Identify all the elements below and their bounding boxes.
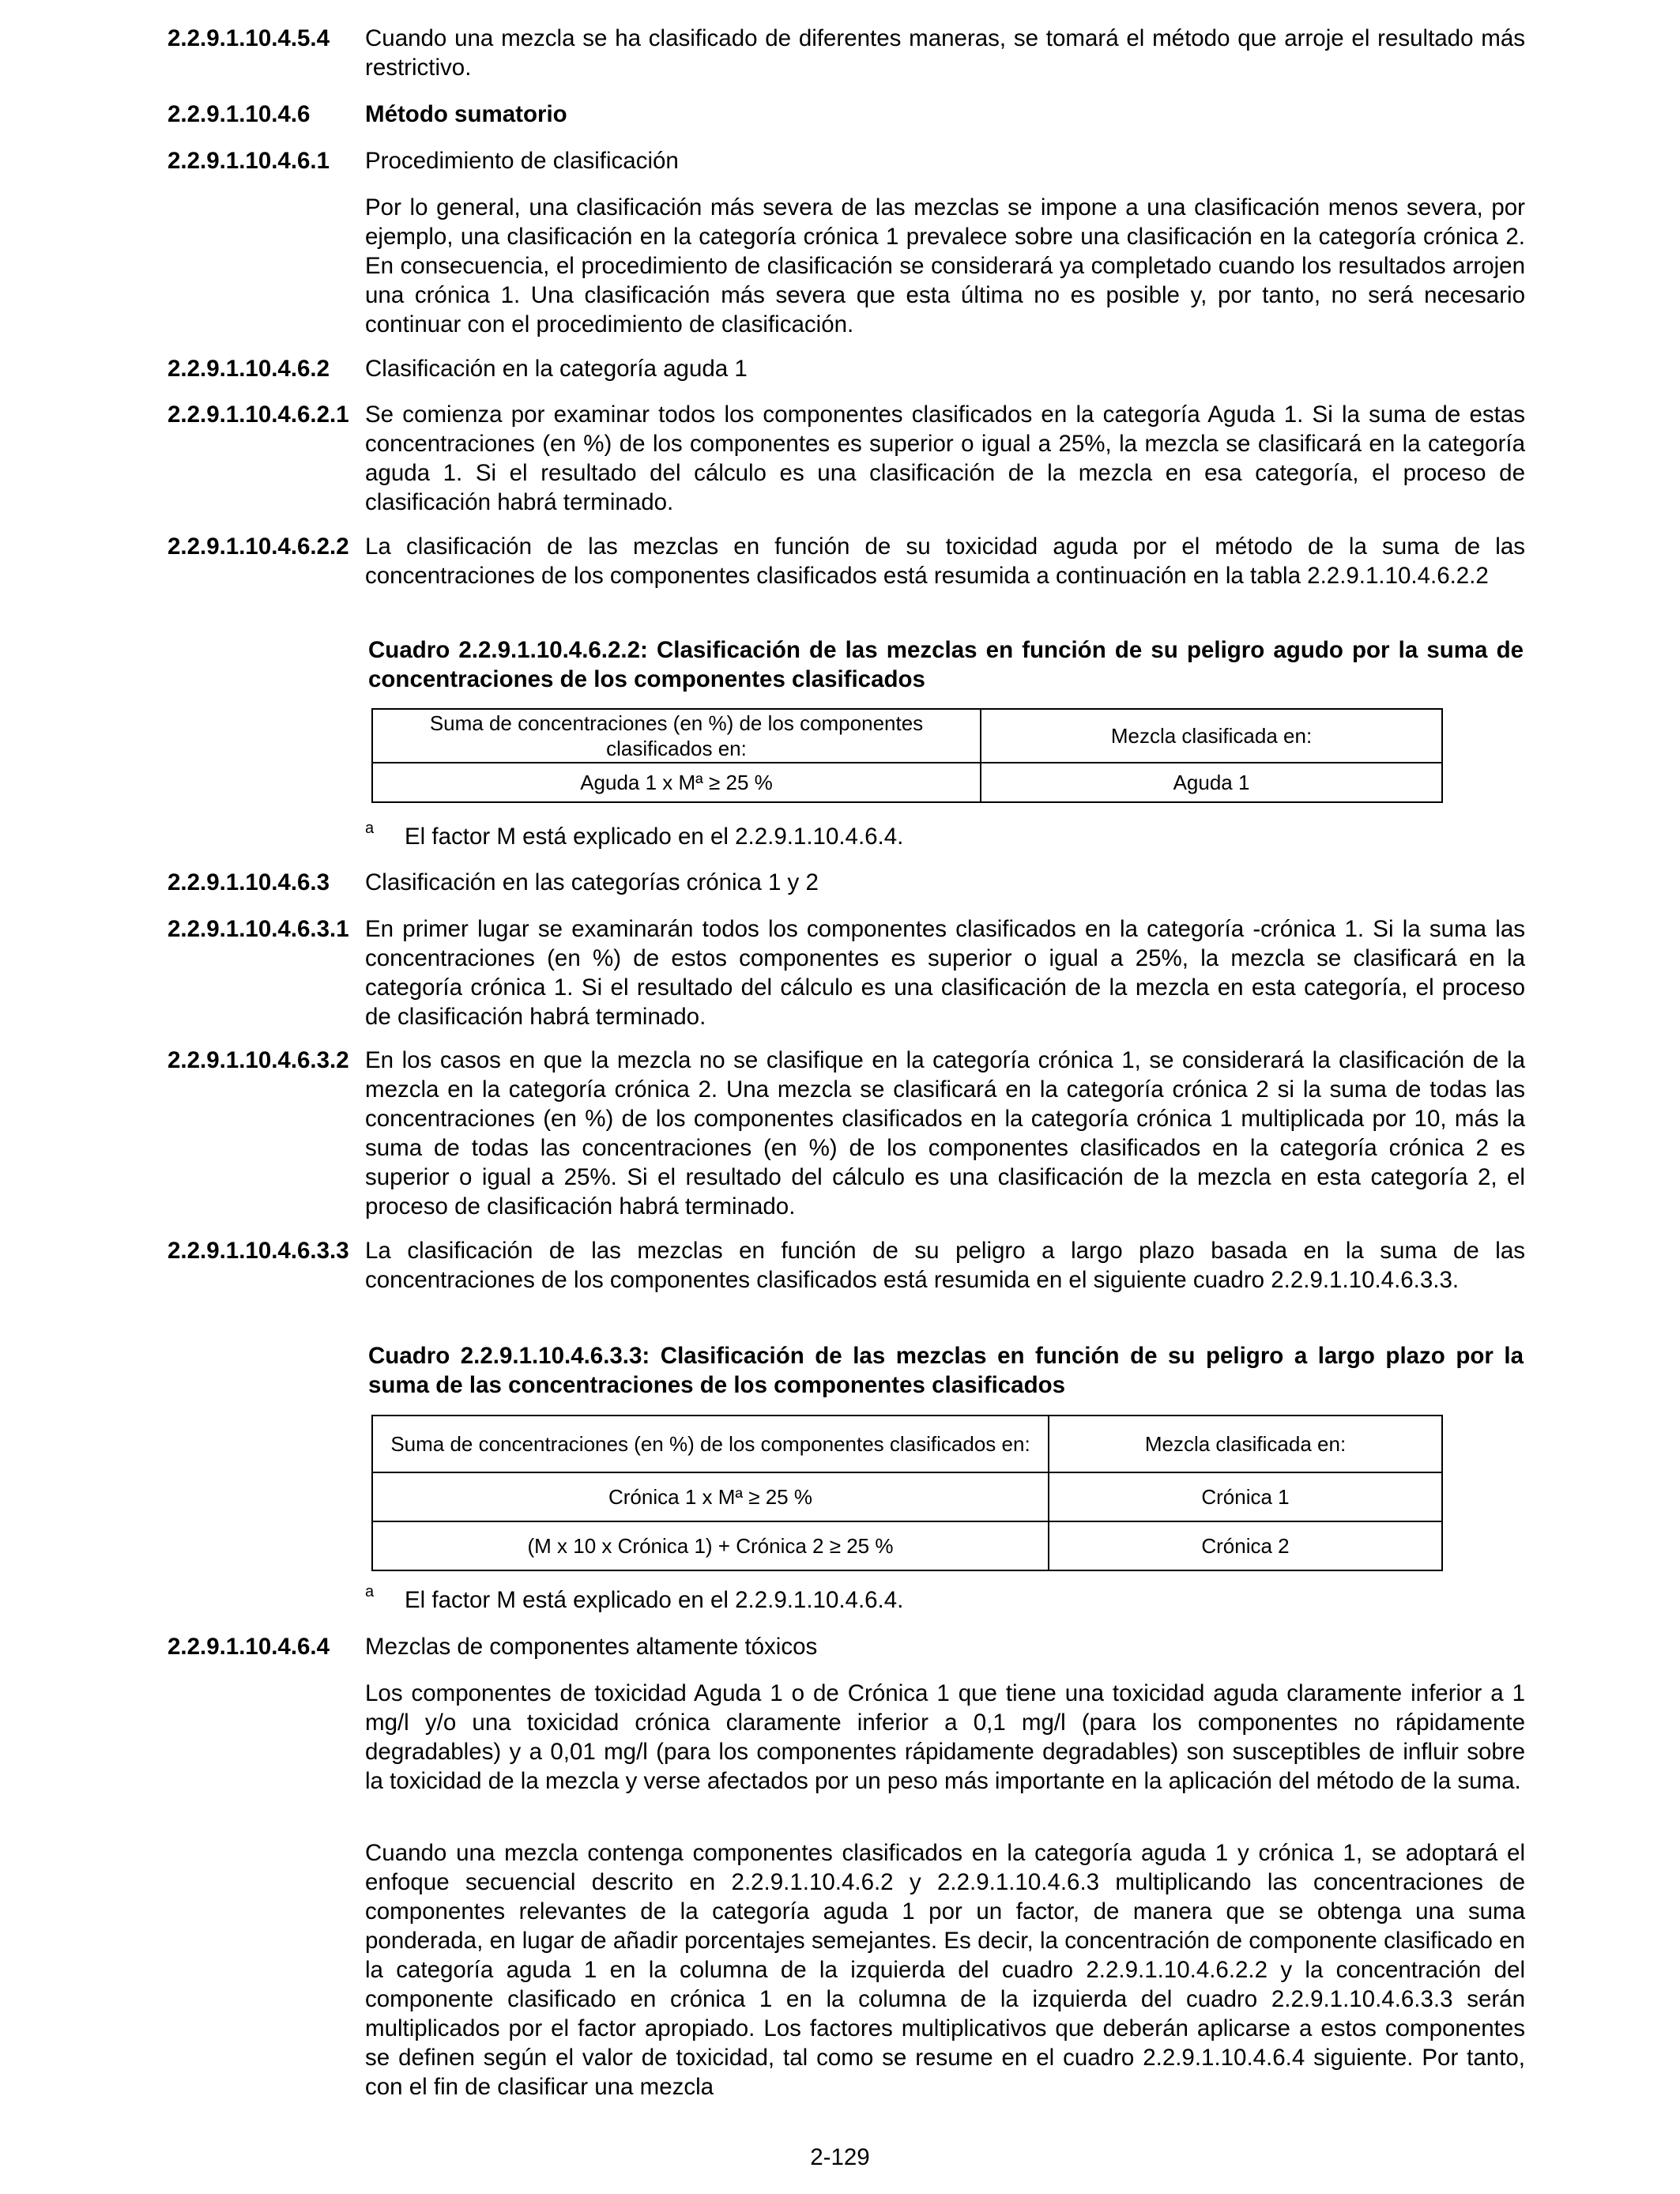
table-row (372, 763, 1442, 802)
section-2-2-9-1-10-4-6-4 (168, 1632, 1525, 1661)
table-header-cell: Mezcla clasificada en: (981, 709, 1442, 763)
footnote-text: El factor M está explicado en el 2.2.9.1.10.4.6.4. (405, 824, 904, 850)
section-number: 2.2.9.1.10.4.6.1 (168, 148, 330, 174)
paragraph-highly-toxic-components: Los componentes de toxicidad Aguda 1 o de Crónica 1 que tiene una toxicidad aguda claramente inferior a 1 mg/l y/o una toxicidad crónica claramente inferior a 0,1 mg/l (para los componentes no rápidamente degradables) y a 0,01 mg/l (para los componentes rápidamente degradables) son susceptibles de influir sobre la toxicidad de la mezcla y verse afectados por un peso más importante en la aplicación del método de la suma. (365, 1680, 1525, 1795)
section-2-2-9-1-10-4-6-2-1 (168, 400, 1525, 517)
section-2-2-9-1-10-4-5-4 (168, 24, 1525, 82)
table-cell: Aguda 1 (981, 763, 1442, 802)
section-number: 2.2.9.1.10.4.6.3.3 (168, 1238, 349, 1264)
table-1-footnote (365, 822, 1471, 851)
section-number: 2.2.9.1.10.4.6.2.1 (168, 401, 349, 428)
section-number: 2.2.9.1.10.4.5.4 (168, 25, 330, 51)
section-text: Cuando una mezcla se ha clasificado de diferentes maneras, se tomará el método que arroje el resultado más restrictivo. (365, 25, 1525, 81)
section-number: 2.2.9.1.10.4.6.2 (168, 356, 330, 382)
section-text: La clasificación de las mezclas en función de su toxicidad aguda por el método de la suma de las concentraciones de los componentes clasificados está resumida a continuación en la tabla 2.2.9.1.10.4.6.2.2 (365, 533, 1525, 590)
table-header-row (372, 709, 1442, 763)
section-2-2-9-1-10-4-6-3-2 (168, 1046, 1525, 1221)
section-heading: Método sumatorio (365, 101, 567, 127)
paragraph-classification-procedure: Por lo general, una clasificación más severa de las mezclas se impone a una clasificación menos severa, por ejemplo, una clasificación en la categoría crónica 1 prevalece sobre una clasificación en la categoría crónica 2. En consecuencia, el procedimiento de clasificación se considerará ya completado cuando los resultados arrojen una crónica 1. Una clasificación más severa que esta última no es posible y, por tanto, no será necesario continuar con el procedimiento de clasificación. (365, 194, 1525, 338)
footnote-text: El factor M está explicado en el 2.2.9.1.10.4.6.4. (405, 1587, 904, 1613)
section-heading: Clasificación en la categoría aguda 1 (365, 356, 748, 382)
table-1-caption: Cuadro 2.2.9.1.10.4.6.2.2: Clasificación de las mezclas en función de su peligro agudo por la suma de concentraciones de los componentes clasificados (368, 637, 1524, 693)
table-cell: Aguda 1 x Mª ≥ 25 % (372, 763, 981, 802)
section-2-2-9-1-10-4-6-3-1 (168, 914, 1525, 1031)
section-number: 2.2.9.1.10.4.6.3 (168, 869, 330, 895)
section-number: 2.2.9.1.10.4.6.4 (168, 1634, 330, 1660)
table-row (372, 1521, 1442, 1570)
page-number: 2-129 (810, 2144, 870, 2170)
section-number: 2.2.9.1.10.4.6.3.1 (168, 916, 349, 942)
section-heading: Clasificación en las categorías crónica 1 y 2 (365, 869, 819, 895)
section-number: 2.2.9.1.10.4.6 (168, 101, 311, 127)
section-2-2-9-1-10-4-6-3 (168, 868, 1525, 897)
table-2 (371, 1415, 1443, 1571)
section-heading: Procedimiento de clasificación (365, 148, 679, 174)
table-header-cell: Suma de concentraciones (en %) de los componentes clasificados en: (372, 709, 981, 763)
section-2-2-9-1-10-4-6-1 (168, 146, 1525, 175)
table-2-footnote (365, 1585, 1471, 1615)
table-cell: Crónica 2 (1049, 1521, 1442, 1570)
table-header-row (372, 1416, 1442, 1472)
table-2-caption: Cuadro 2.2.9.1.10.4.6.3.3: Clasificación de las mezclas en función de su peligro a largo plazo por la suma de las concentraciones de los componentes clasificados (368, 1343, 1524, 1399)
table-cell: Crónica 1 x Mª ≥ 25 % (372, 1472, 1049, 1521)
section-2-2-9-1-10-4-6-2-2 (168, 532, 1525, 590)
table-header-cell: Suma de concentraciones (en %) de los componentes clasificados en: (372, 1416, 1049, 1472)
footnote-mark: a (365, 1583, 375, 1600)
section-number: 2.2.9.1.10.4.6.2.2 (168, 533, 349, 560)
table-cell: Crónica 1 (1049, 1472, 1442, 1521)
table-1 (371, 708, 1443, 803)
section-heading: Mezclas de componentes altamente tóxicos (365, 1634, 818, 1660)
section-text: En los casos en que la mezcla no se clasifique en la categoría crónica 1, se considerará la clasificación de la mezcla en la categoría crónica 2. Una mezcla se clasificará en la categoría crónica 2 si la suma de todas las concentraciones (en %) de los componentes clasificados en la categoría crónica 1 multiplicada por 10, más la suma de todas las concentraciones (en %) de los componentes clasificados en la categoría crónica 2 es superior o igual a 25%. Si el resultado del cálculo es una clasificación de la mezcla en esta categoría 2, el proceso de clasificación habrá terminado. (365, 1047, 1525, 1220)
section-text: Se comienza por examinar todos los componentes clasificados en la categoría Aguda 1. Si la suma de estas concentraciones (en %) de los componentes es superior o igual a 25%, la mezcla se clasificará en la categoría aguda 1. Si el resultado del cálculo es una clasificación de la mezcla en esa categoría, el proceso de clasificación habrá terminado. (365, 401, 1525, 516)
section-2-2-9-1-10-4-6-2 (168, 354, 1525, 383)
footnote-mark: a (365, 820, 375, 837)
section-2-2-9-1-10-4-6-3-3 (168, 1236, 1525, 1295)
section-text: La clasificación de las mezclas en función de su peligro a largo plazo basada en la suma de las concentraciones de los componentes clasificados está resumida en el siguiente cuadro 2.2.9.1.10.4.6.3.3. (365, 1238, 1525, 1294)
table-header-cell: Mezcla clasificada en: (1049, 1416, 1442, 1472)
section-2-2-9-1-10-4-6 (168, 100, 1525, 129)
section-text: En primer lugar se examinarán todos los componentes clasificados en la categoría -crónica 1. Si la suma las concentraciones (en %) de estos componentes es superior o igual a 25%, la mezcla se clasificará en la categoría crónica 1. Si el resultado del cálculo es una clasificación de la mezcla en esta categoría, el proceso de clasificación habrá terminado. (365, 916, 1525, 1031)
table-cell: (M x 10 x Crónica 1) + Crónica 2 ≥ 25 % (372, 1521, 1049, 1570)
table-row (372, 1472, 1442, 1521)
paragraph-weighted-sum: Cuando una mezcla contenga componentes clasificados en la categoría aguda 1 y crónica 1, se adoptará el enfoque secuencial descrito en 2.2.9.1.10.4.6.2 y 2.2.9.1.10.4.6.3 multiplicando las concentraciones de componentes relevantes de la categoría aguda 1 por un factor, de manera que se obtenga una suma ponderada, en lugar de añadir porcentajes semejantes. Es decir, la concentración de componente clasificado en la categoría aguda 1 en la columna de la izquierda del cuadro 2.2.9.1.10.4.6.2.2 y la concentración del componente clasificado en crónica 1 en la columna de la izquierda del cuadro 2.2.9.1.10.4.6.3.3 serán multiplicados por el factor apropiado. Los factores multiplicativos que deberán aplicarse a estos componentes se definen según el valor de toxicidad, tal como se resume en el cuadro 2.2.9.1.10.4.6.4 siguiente. Por tanto, con el fin de clasificar una mezcla (365, 1840, 1525, 2101)
section-number: 2.2.9.1.10.4.6.3.2 (168, 1047, 349, 1073)
